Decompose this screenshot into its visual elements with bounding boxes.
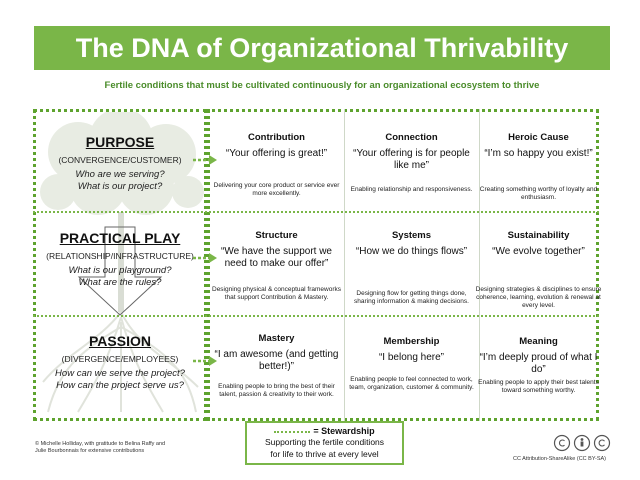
cell-title: Heroic Cause: [508, 132, 569, 143]
cell-quote: “I’m so happy you exist!”: [484, 148, 593, 159]
cell-sustainability: [473, 230, 604, 310]
row-question: What is our playground?: [68, 265, 172, 276]
row-tag: (CONVERGENCE/CUSTOMER): [58, 155, 182, 165]
cell-quote: “We have the support we need to make our offer”: [221, 246, 332, 269]
row-heading-passion: [36, 333, 204, 392]
cc-license-icon: [553, 434, 613, 452]
cell-contribution: [211, 132, 342, 207]
cell-description: Designing flow for getting things done, sharing information & making decisions.: [354, 290, 469, 305]
cell-title: Membership: [383, 336, 440, 347]
cell-membership: [346, 336, 477, 416]
column-divider: [344, 109, 345, 421]
row-title: PRACTICAL PLAY: [59, 230, 181, 246]
cell-quote: “I am awesome (and getting better!)”: [214, 349, 339, 372]
stewardship-line: for life to thrive at every level: [270, 449, 379, 459]
row-divider: [33, 211, 599, 213]
cell-quote: “I belong here”: [378, 352, 445, 363]
cell-title: Meaning: [519, 336, 558, 347]
row-title: PASSION: [89, 333, 151, 349]
credit-text: [35, 441, 165, 455]
page-subtitle: Fertile conditions that must be cultivated continuously for an organizational ecosystem to thrive: [104, 80, 540, 91]
cell-heroic-cause: [473, 132, 604, 207]
license-text: CC Attribution-ShareAlike (CC BY-SA): [512, 456, 606, 462]
row-tag: (DIVERGENCE/EMPLOYEES): [61, 354, 179, 364]
row-heading-purpose: [36, 134, 204, 193]
cell-connection: [346, 132, 477, 207]
stewardship-line: Supporting the fertile conditions: [264, 437, 385, 447]
row-title: PURPOSE: [85, 134, 155, 150]
cell-title: Sustainability: [507, 230, 570, 241]
cell-title: Contribution: [248, 132, 305, 143]
cell-systems: [346, 230, 477, 310]
page-title: The DNA of Organizational Thrivability: [34, 26, 610, 70]
cell-quote: “Your offering is great!”: [225, 148, 328, 159]
cell-quote: “Your offering is for people like me”: [353, 148, 470, 171]
cell-description: Creating something worthy of loyalty and enthusiasm.: [479, 186, 598, 201]
cell-title: Systems: [391, 230, 432, 241]
cell-description: Enabling relationship and responsiveness.: [350, 186, 473, 193]
dotted-line-sample: [274, 431, 310, 433]
cell-description: Enabling people to bring the best of their talent, passion & creativity to their work.: [218, 383, 335, 398]
cell-quote: “I’m deeply proud of what I do”: [479, 352, 598, 375]
cell-description: Designing physical & conceptual frameworks that support Contribution & Mastery.: [212, 286, 341, 301]
row-question: How can the project serve us?: [56, 380, 184, 391]
cell-structure: [211, 230, 342, 310]
credit-line: © Michelle Holliday, with gratitude to Belina Raffy and: [35, 441, 166, 447]
row-divider: [33, 315, 599, 317]
cell-mastery: [211, 333, 342, 418]
stewardship-label-row: [247, 426, 402, 436]
row-tag: (RELATIONSHIP/INFRASTRUCTURE): [46, 251, 194, 261]
row-question: How can we serve the project?: [55, 368, 185, 379]
cell-title: Connection: [385, 132, 438, 143]
cell-description: Enabling people to feel connected to work, team, organization, customer & community.: [349, 376, 474, 391]
stewardship-label: = Stewardship: [313, 426, 375, 436]
cell-title: Mastery: [258, 333, 295, 344]
cell-description: Designing strategies & disciplines to ensure coherence, learning, evolution & renewal at every level.: [475, 286, 602, 309]
cell-description: Delivering your core product or service ever more excellently.: [213, 182, 340, 197]
row-heading-practical-play: [36, 230, 204, 289]
cell-meaning: [473, 336, 604, 416]
credit-line: Julie Bourbonnais for extensive contributions: [35, 448, 145, 454]
cell-description: Enabling people to apply their best talents toward something worthy.: [478, 379, 599, 394]
cell-quote: “We evolve together”: [492, 246, 585, 257]
row-question: Who are we serving?: [75, 169, 165, 180]
cell-title: Structure: [255, 230, 298, 241]
row-question: What are the rules?: [78, 277, 162, 288]
row-question: What is our project?: [77, 181, 163, 192]
stewardship-legend: [245, 421, 404, 465]
cell-quote: “How we do things flows”: [355, 246, 468, 257]
